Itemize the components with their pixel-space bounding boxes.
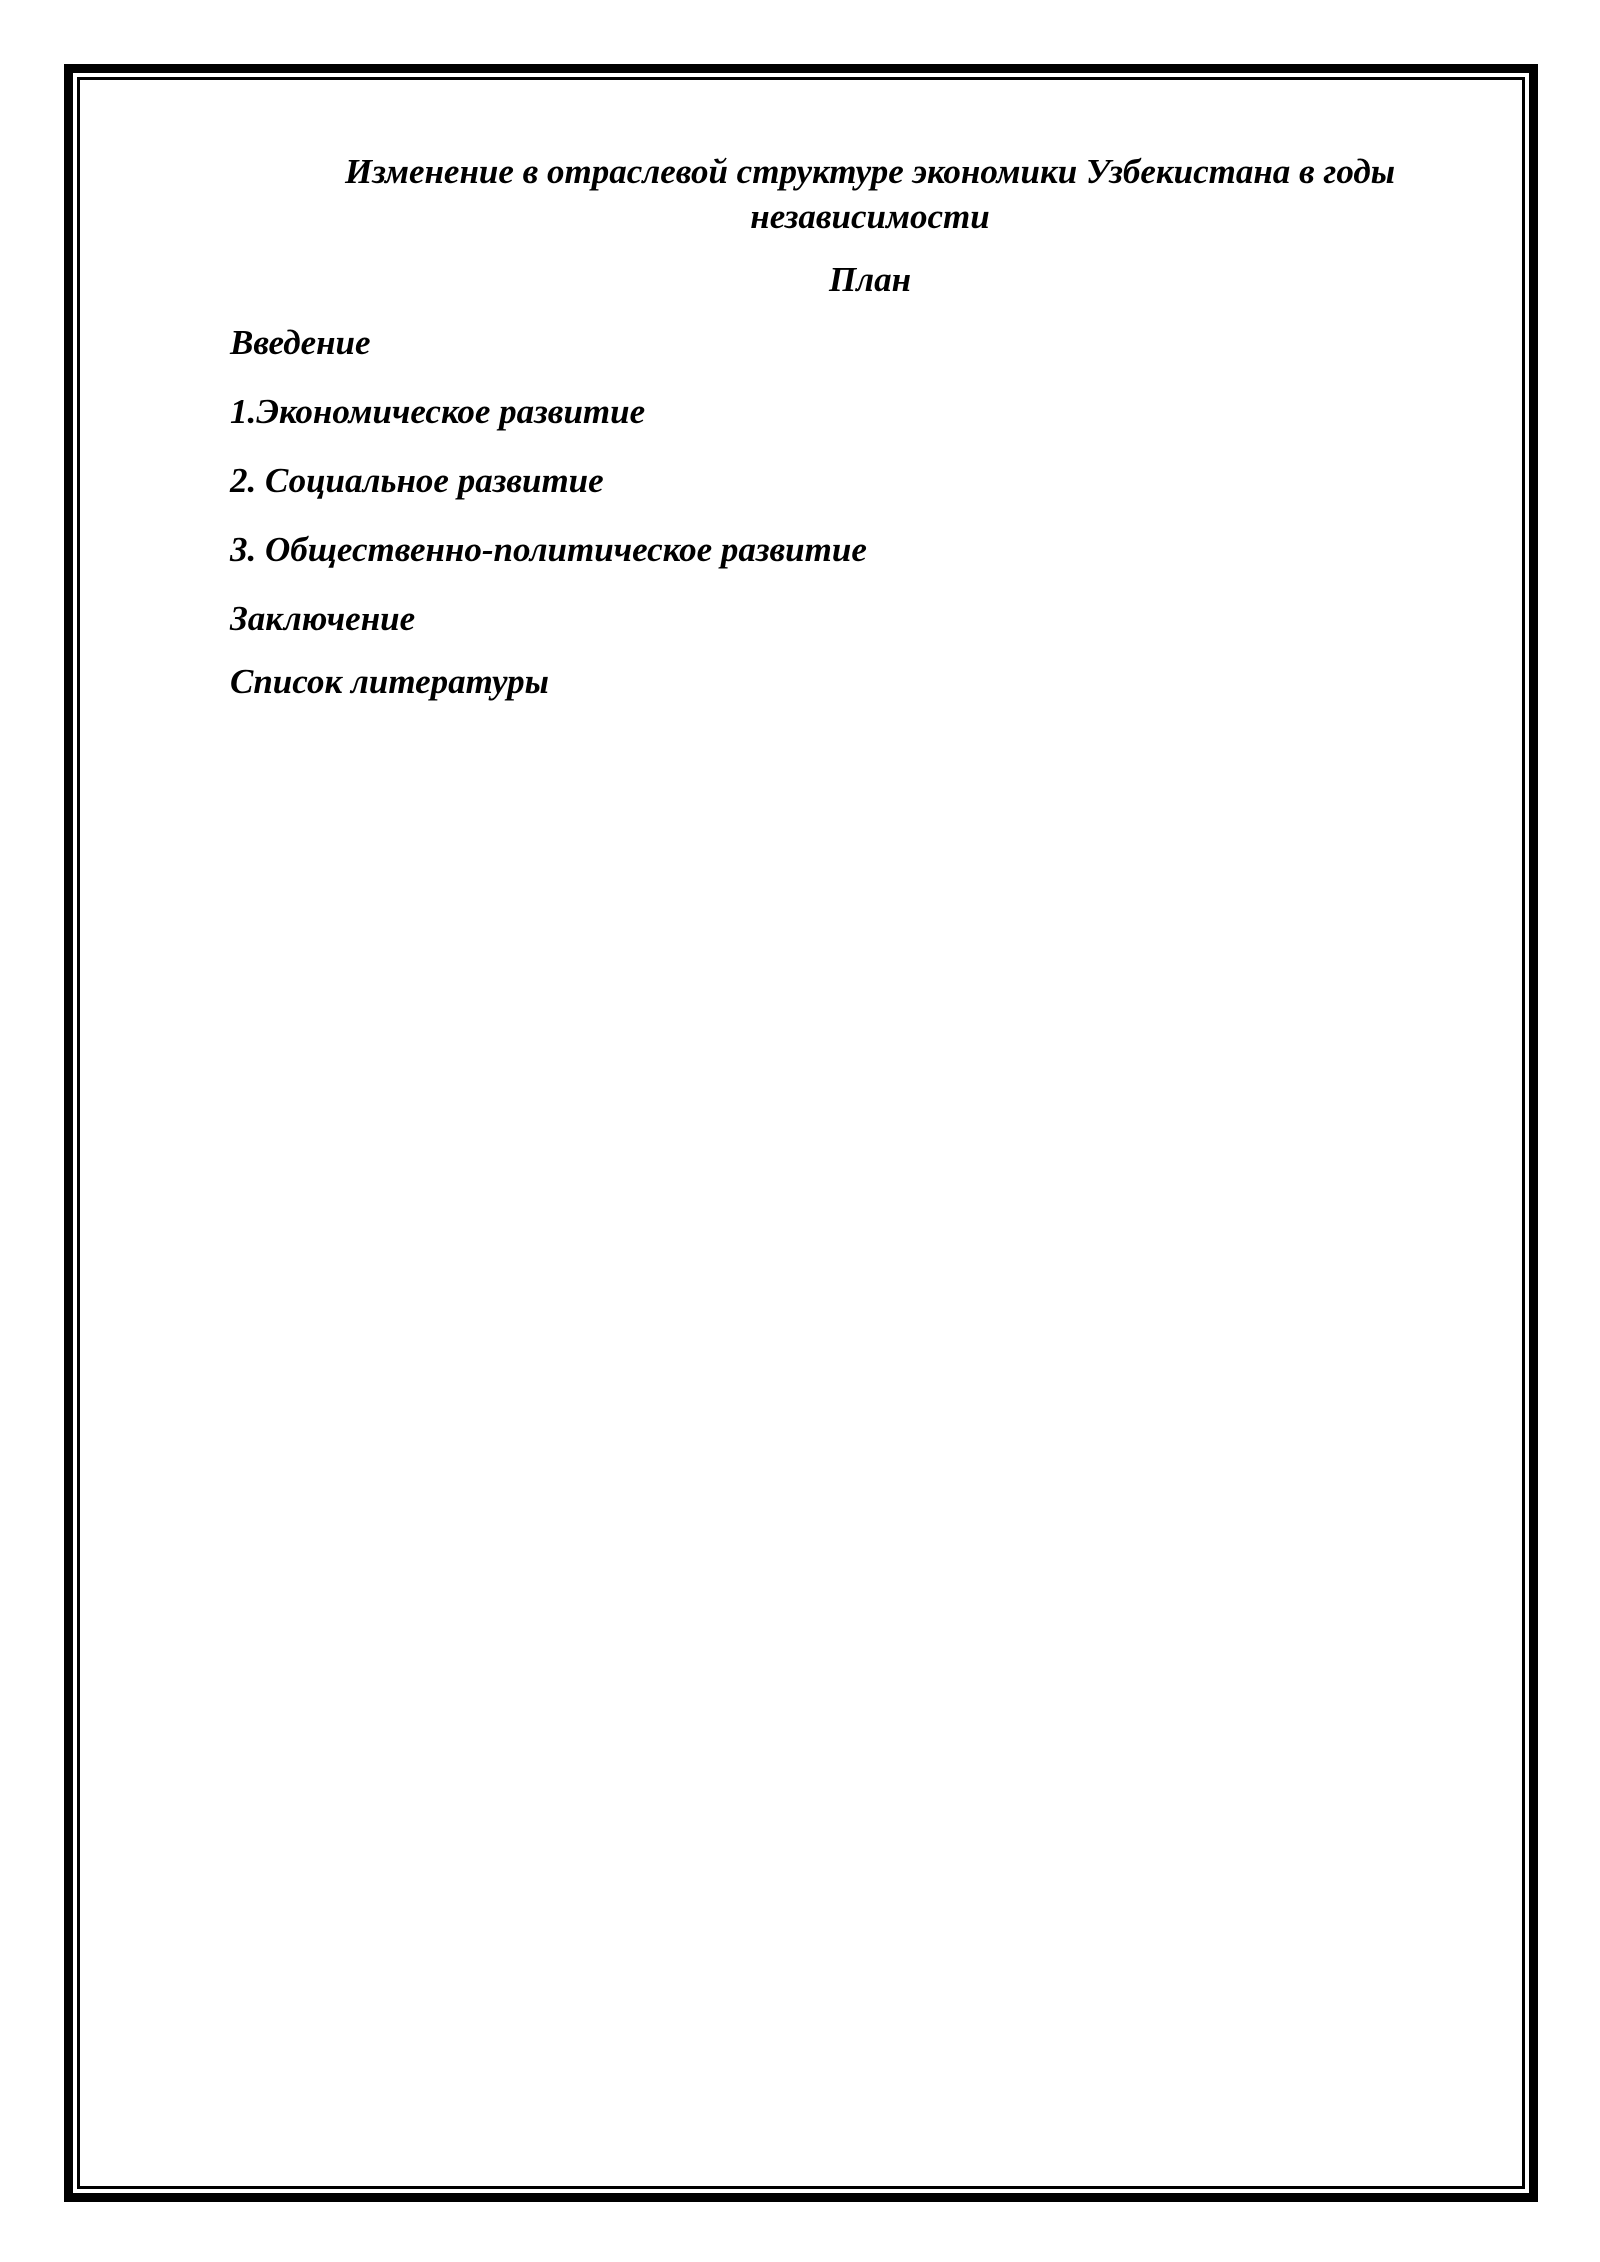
toc-item-conclusion: Заключение xyxy=(230,599,416,639)
document-body xyxy=(230,150,1480,728)
toc-item-references: Список литературы xyxy=(230,662,549,702)
table-of-contents xyxy=(230,320,1480,704)
toc-item-political-development: 3. Общественно-политическое развитие xyxy=(230,530,867,570)
toc-item-social-development: 2. Социальное развитие xyxy=(230,461,604,501)
toc-item-introduction: Введение xyxy=(230,323,371,363)
plan-heading: План xyxy=(828,259,912,299)
toc-item-economic-development: 1.Экономическое развитие xyxy=(230,392,646,432)
document-title: Изменение в отраслевой структуре экономики Узбекистана в годы независимости xyxy=(344,152,1396,236)
